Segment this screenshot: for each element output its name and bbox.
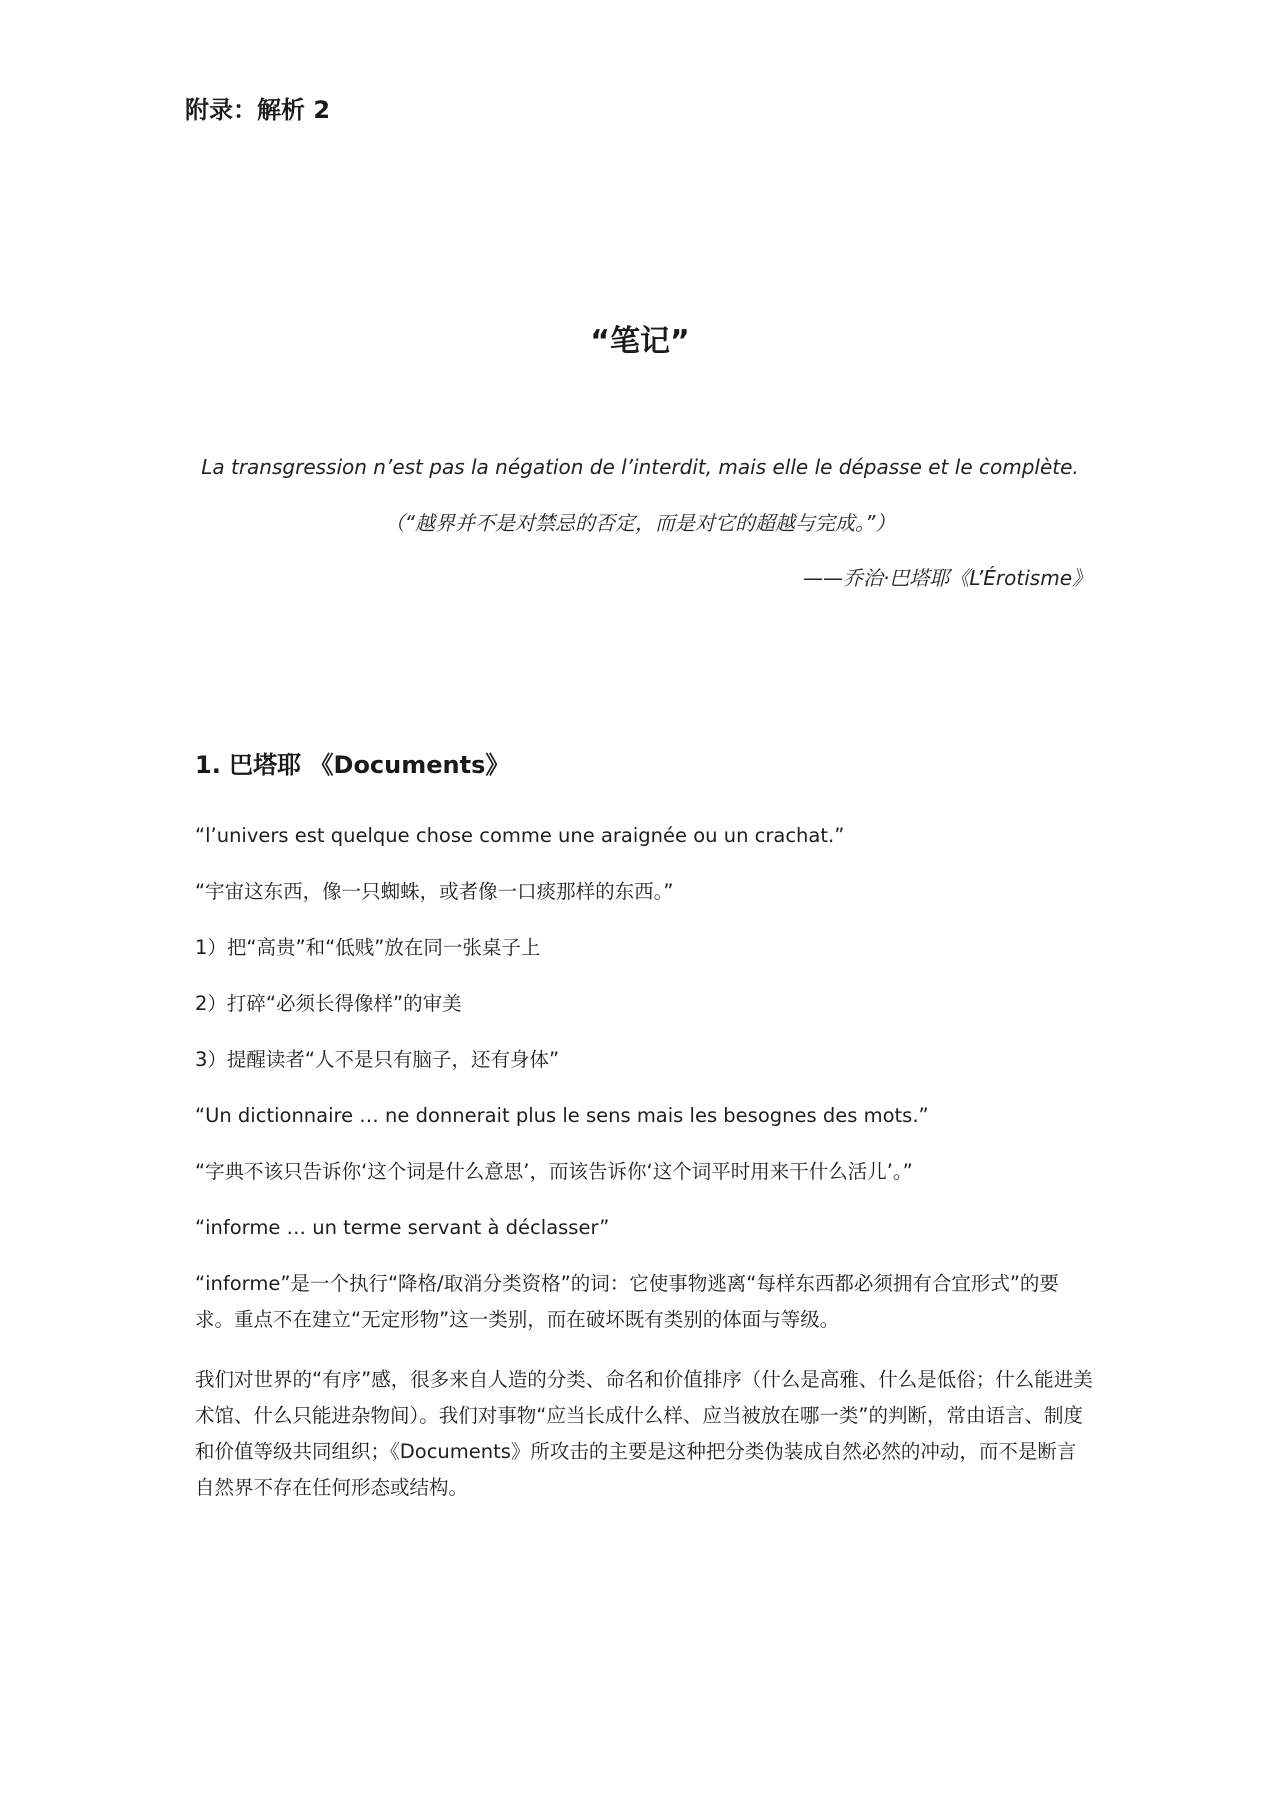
epigraph-attribution: ——乔治·巴塔耶《L’Érotisme》 — [803, 566, 1092, 590]
list-item-3: 3）提醒读者“人不是只有脑子，还有身体” — [195, 1048, 560, 1071]
paragraph-order: 我们对世界的“有序”感，很多来自人造的分类、命名和价值排序（什么是高雅、什么是低俗；什么能进美术馆、什么只能进杂物间）。我们对事物“应当长成什么样、应当被放在哪一类”的判断，常由语言、制度和价值等级共同组织；《Documents》所攻击的主要是这种把分类伪装成自然必然的冲动，而不是断言自然界不存在任何形态或结构。 — [195, 1368, 1093, 1499]
quote-french-univers: “l’univers est quelque chose comme une araignée ou un crachat.” — [195, 824, 845, 847]
quote-french-informe: “informe … un terme servant à déclasser” — [195, 1216, 610, 1239]
list-item-1: 1）把“高贵”和“低贱”放在同一张桌子上 — [195, 936, 541, 959]
quote-chinese-univers: “宇宙这东西，像一只蜘蛛，或者像一口痰那样的东西。” — [195, 880, 674, 903]
paragraph-informe: “informe”是一个执行“降格/取消分类资格”的词：它使事物逃离“每样东西都必须拥有合宜形式”的要求。重点不在建立“无定形物”这一类别，而在破坏既有类别的体面与等级。 — [195, 1272, 1059, 1331]
epigraph-chinese: （“越界并不是对禁忌的否定，而是对它的超越与完成。”） — [384, 511, 896, 535]
document-title: “笔记” — [590, 324, 690, 359]
list-item-2: 2）打碎“必须长得像样”的审美 — [195, 992, 462, 1015]
section-heading: 1. 巴塔耶 《Documents》 — [195, 751, 510, 779]
epigraph-french: La transgression n’est pas la négation de l’interdit, mais elle le dépasse et le complète. — [201, 455, 1079, 479]
quote-french-dictionnaire: “Un dictionnaire … ne donnerait plus le sens mais les besognes des mots.” — [195, 1104, 929, 1127]
appendix-title: 附录：解析 2 — [185, 96, 331, 124]
quote-chinese-dictionnaire: “字典不该只告诉你‘这个词是什么意思’，而该告诉你‘这个词平时用来干什么活儿’。” — [195, 1160, 913, 1183]
